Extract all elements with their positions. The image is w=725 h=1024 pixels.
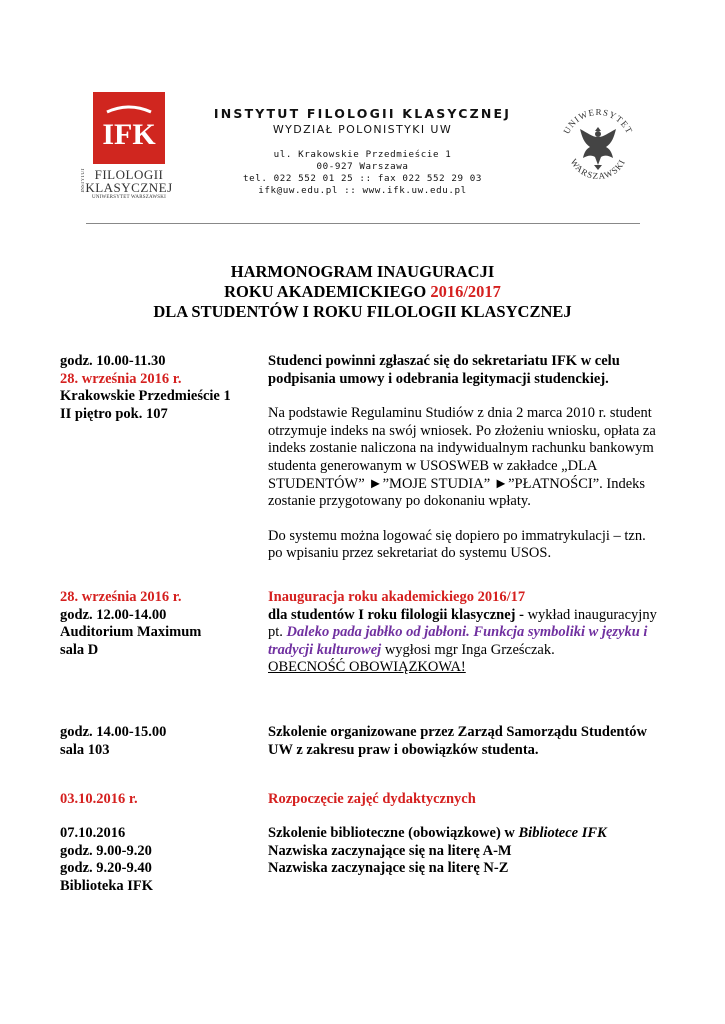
entry-2-lecture-title-2: tradycji kulturowej [268,641,382,658]
entry-1-para1-line2: otrzymuje indeks na swój wniosek. Po złożeniu wniosku, opłata za [268,422,656,439]
document-title [60,262,665,322]
address-phone: tel. 022 552 01 25 :: fax 022 552 29 03 [242,173,483,184]
entry-1-details [60,353,260,423]
entry-1-para1-line1: Na podstawie Regulaminu Studiów z dnia 2 marca 2010 r. student [268,405,652,422]
entry-5-time-2: godz. 9.20-9.40 [60,860,152,877]
ifk-logo [93,92,165,164]
entry-1-date: 28. września 2016 r. [60,370,182,387]
entry-2-lecture-title-1: Daleko pada jabłko od jabłoni. Funkcja symboliki w języku i [286,624,648,641]
seal-top-text: UNIWERSYTET [561,106,635,136]
department-name: WYDZIAŁ POLONISTYKI UW [272,123,453,136]
entry-2-heading: Inauguracja roku akademickiego 2016/17 [268,589,526,605]
entry-4-date: 03.10.2016 r. [60,791,138,807]
entry-1-heading-1: Studenci powinni zgłaszać się do sekretariatu IFK w celu [268,353,620,369]
entry-2-line2 [268,607,663,625]
entry-5-content [268,825,663,878]
header-divider [86,223,640,224]
entry-1-para2-line1: Do systemu można logować się dopiero po immatrykulacji – tzn. [268,527,646,544]
entry-2-details [60,589,260,659]
entry-4-line1: Rozpoczęcie zajęć dydaktycznych [268,791,476,807]
eagle-seal-icon [556,103,640,187]
title-line2-text: ROKU AKADEMICKIEGO [224,282,431,301]
address-city: 00-927 Warszawa [316,161,409,172]
entry-1-para1-line4: studenta generowanym w USOSWEB w zakładce „DLA [268,457,598,474]
entry-5-venue: Biblioteka IFK [60,877,154,894]
entry-2-date: 28. września 2016 r. [60,589,182,605]
entry-5-heading: Szkolenie biblioteczne (obowiązkowe) w [268,825,519,841]
entry-2-speaker: wygłosi mgr Inga Grześczak. [381,641,555,658]
logo-letters: IFK [102,118,156,151]
entry-5-library: Bibliotece IFK [518,825,607,841]
institute-name: INSTYTUT FILOLOGII KLASYCZNEJ [213,106,512,121]
entry-2-time: godz. 12.00-14.00 [60,606,167,623]
entry-1-address: Krakowskie Przedmieście 1 [60,388,231,405]
entry-2-line3 [268,624,663,642]
entry-5-details [60,825,260,895]
entry-1-para1-line6: zostanie przygotowany po dokonaniu wpłaty. [268,493,531,510]
entry-3-line1: Szkolenie organizowane przez Zarząd Samorządu Studentów [268,724,647,740]
entry-1-time: godz. 10.00-11.30 [60,353,166,369]
title-line2 [60,282,665,302]
entry-2-title-prefix: pt. [268,624,287,641]
entry-3-line2: UW z zakresu praw i obowiązków studenta. [268,741,539,758]
entry-5-date: 07.10.2016 [60,825,126,841]
entry-4-content [268,791,663,809]
entry-2-room: sala D [60,641,99,658]
institute-header [190,106,535,197]
entry-1-para1-line5: STUDENTÓW” ►”MOJE STUDIA” ►”PŁATNOŚCI”. Indeks [268,475,646,492]
address-street: ul. Krakowskie Przedmieście 1 [273,149,452,160]
logo-caption-line1: FILOLOGII [94,167,164,182]
entry-5-line1 [268,825,663,843]
ifk-logo-mark-icon [93,92,165,164]
entry-2-venue: Auditorium Maximum [60,624,202,641]
entry-1-para2-line2: po wpisaniu przez sekretariat do systemu USOS. [268,545,552,562]
logo-caption-line2: KLASYCZNEJ [85,180,173,195]
entry-5-line2: Nazwiska zaczynające się na literę A-M [268,842,512,859]
entry-1-heading-2: podpisania umowy i odebrania legitymacji studenckiej. [268,370,609,387]
entry-4-details [60,791,260,809]
entry-3-time: godz. 14.00-15.00 [60,724,167,740]
address-web: ifk@uw.edu.pl :: www.ifk.uw.edu.pl [258,185,467,196]
entry-2-mandatory: OBECNOŚĆ OBOWIĄZKOWA! [268,659,466,676]
entry-1-room: II piętro pok. 107 [60,405,168,422]
entry-2-content [268,589,663,677]
institute-address [190,149,535,197]
entry-2-lecture-label: wykład inauguracyjny [523,606,657,623]
title-academic-year: 2016/2017 [430,282,501,301]
seal-bottom-text: WARSZAWSKI [568,156,628,182]
entry-2-line4 [268,642,663,660]
logo-side-text: INSTYTUT [81,168,86,193]
title-line3: DLA STUDENTÓW I ROKU FILOLOGII KLASYCZNEJ [153,302,572,321]
logo-caption-line3: UNIWERSYTET WARSZAWSKI [92,195,166,200]
entry-5-time-1: godz. 9.00-9.20 [60,842,152,859]
entry-5-line3: Nazwiska zaczynające się na literę N-Z [268,860,509,877]
university-seal [556,103,640,187]
logo-caption [83,168,175,201]
entry-1-para1-line3: indeks zostanie naliczona na indywidualnym rachunku bankowym [268,440,654,457]
title-line1: HARMONOGRAM INAUGURACJI [230,262,495,281]
entry-3-content [268,724,663,759]
entry-1-content [268,353,663,563]
entry-2-audience: dla studentów I roku filologii klasycznej - [268,606,524,623]
entry-3-details [60,724,260,759]
entry-3-room: sala 103 [60,741,110,758]
